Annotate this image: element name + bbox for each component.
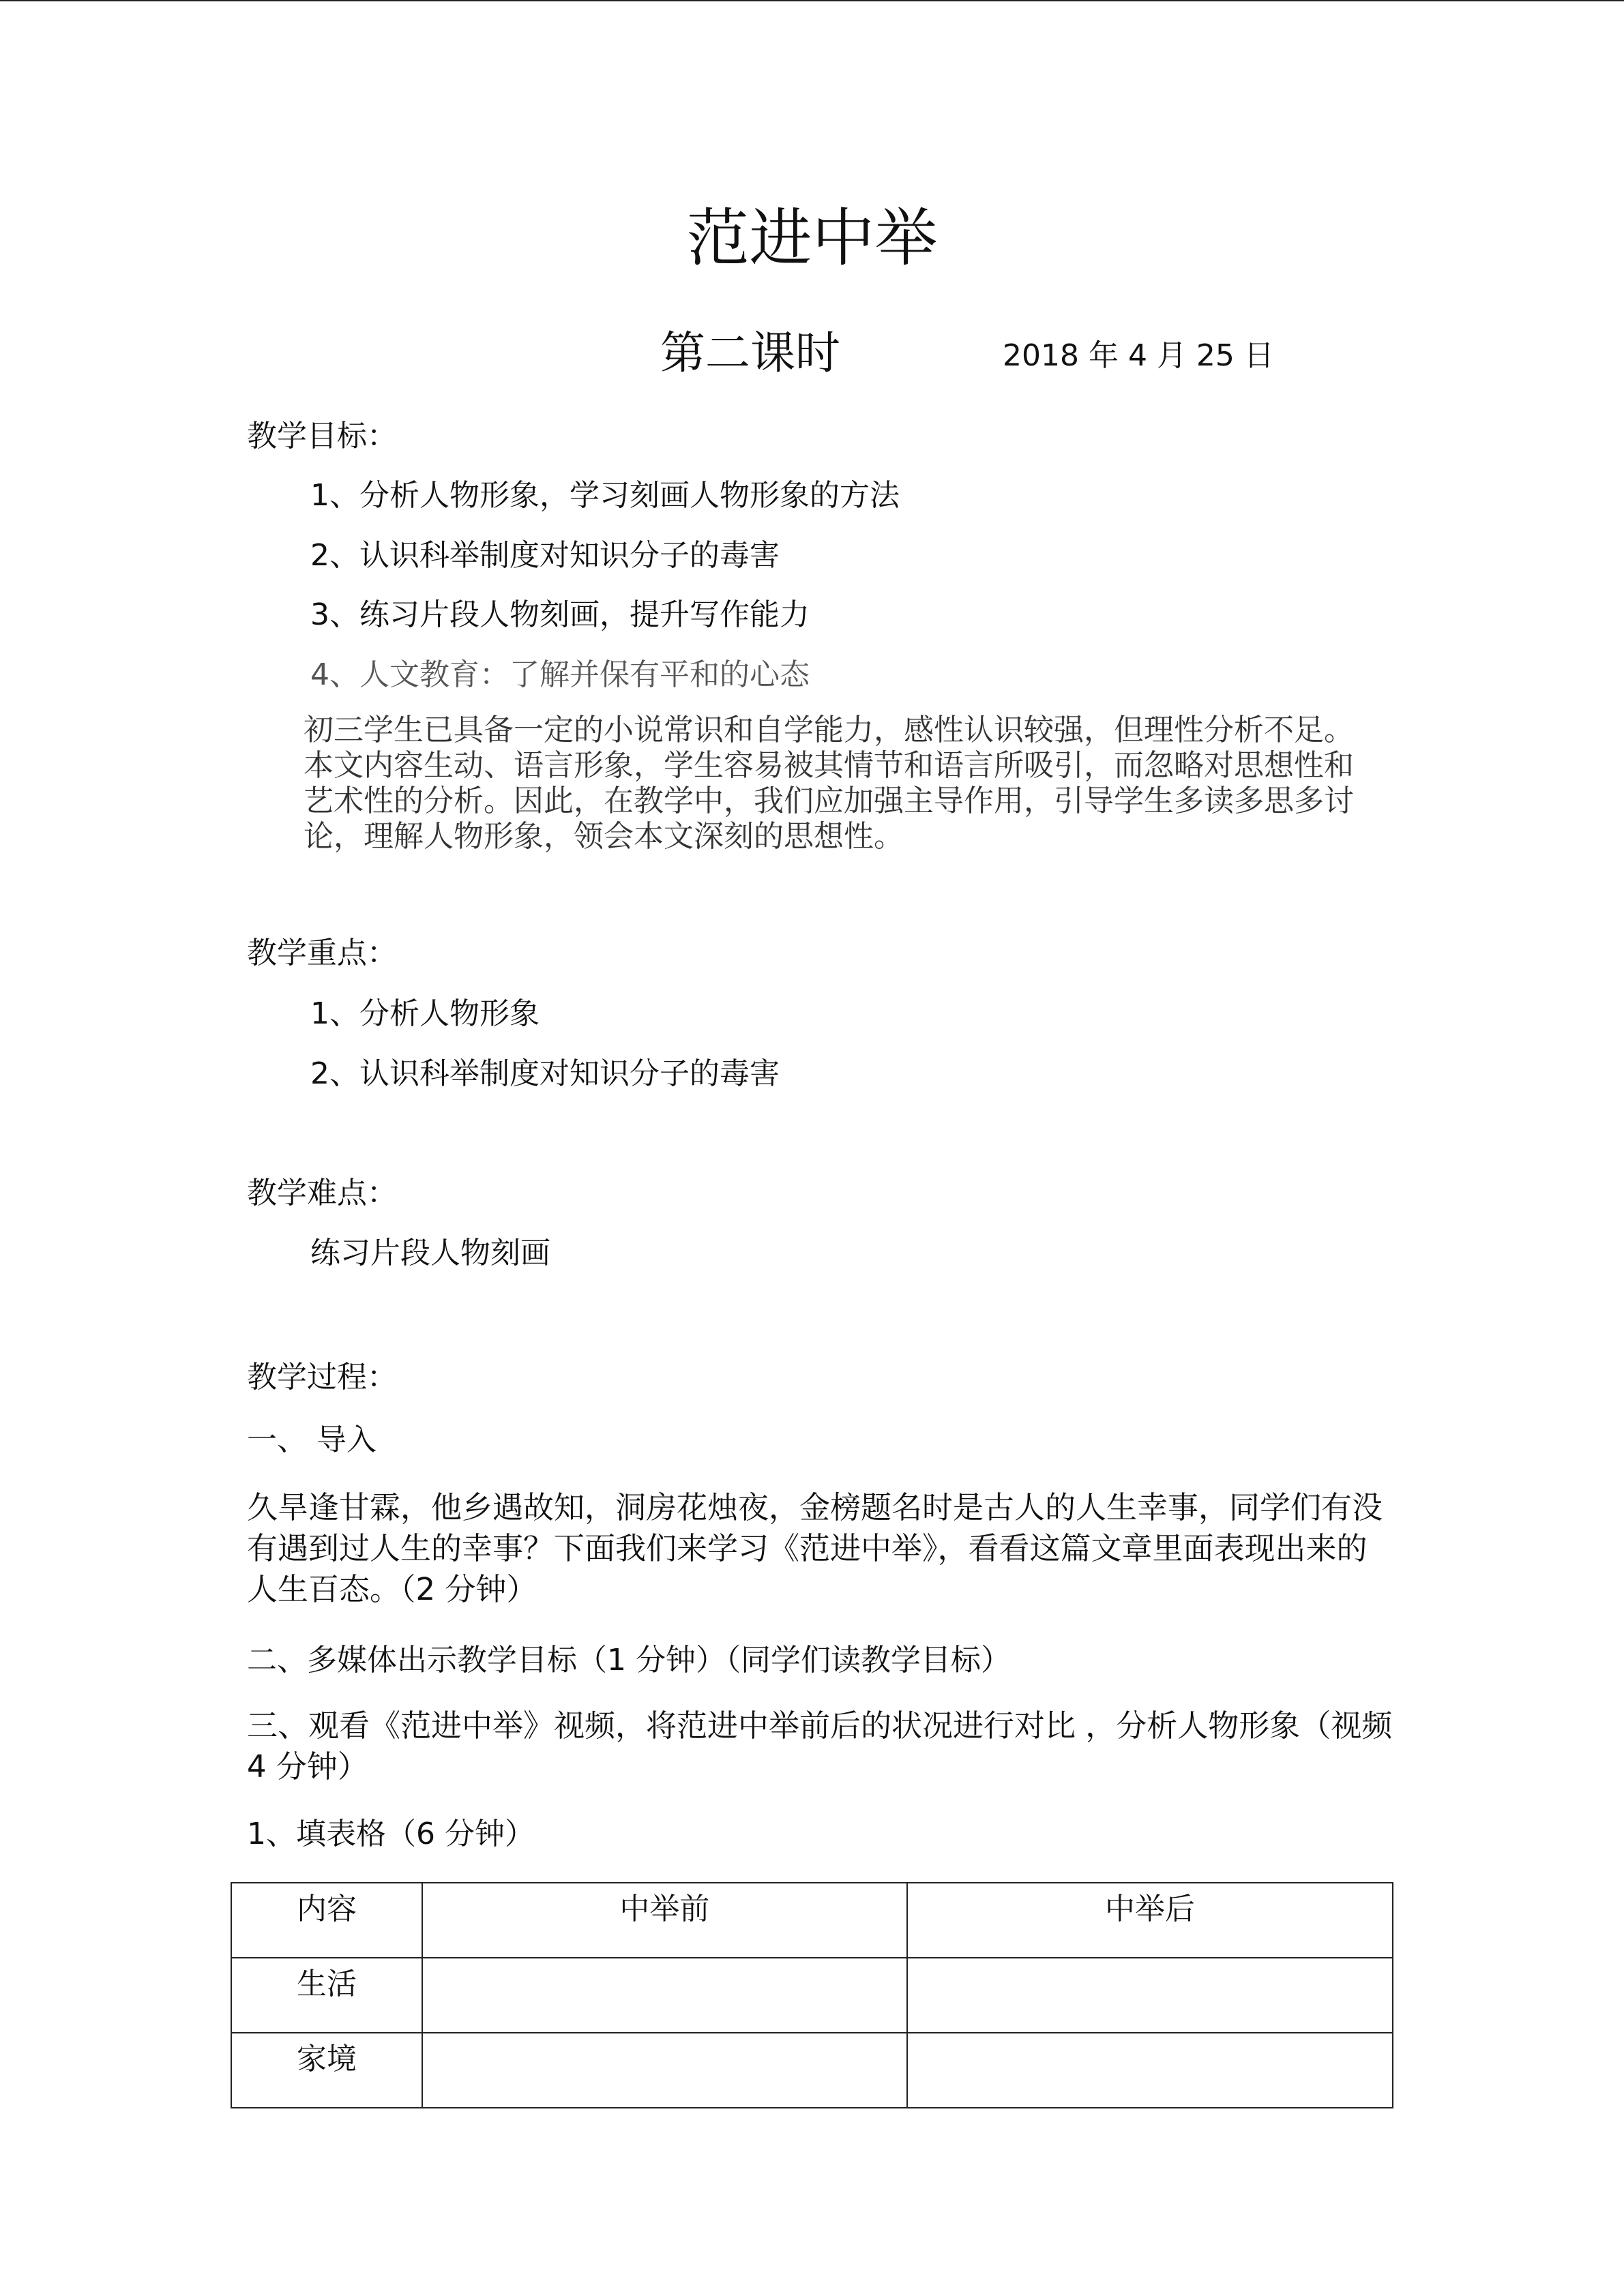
key-point-item: 2、认识科举制度对知识分子的毒害: [310, 1056, 780, 1091]
student-analysis-paragraph: 初三学生已具备一定的小说常识和自学能力，感性认识较强，但理性分析不足。本文内容生动、语言形象，学生容易被其情节和语言所吸引，而忽略对思想性和艺术性的分析。因此，在教学中，我们应加强主导作用，引导学生多读多思多讨论，理解人物形象，领会本文深刻的思想性。: [304, 713, 1354, 854]
table-row: [231, 2033, 1393, 2108]
objective-item: 4、人文教育：了解并保有平和的心态: [310, 657, 810, 692]
table-header-cell: 中举后: [907, 1883, 1393, 1958]
objective-item: 2、认识科举制度对知识分子的毒害: [310, 538, 780, 573]
table-row: [231, 1958, 1393, 2033]
table-row-label: 生活: [231, 1958, 422, 2033]
process-step-intro-title: 一、 导入: [247, 1422, 377, 1457]
process-step-intro-text: 久旱逢甘霖，他乡遇故知，洞房花烛夜，金榜题名时是古人的人生幸事，同学们有没有遇到过人生的幸事？下面我们来学习《范进中举》，看看这篇文章里面表现出来的人生百态。（2 分钟）: [247, 1489, 1383, 1607]
comparison-table: [231, 1882, 1393, 2108]
lesson-subtitle: 第二课时: [660, 327, 840, 379]
lesson-date: 2018 年 4 月 25 日: [1003, 338, 1274, 373]
process-step-video: 三、观看《范进中举》视频，将范进中举前后的状况进行对比 ，分析人物形象（视频 4 分钟）: [247, 1708, 1393, 1785]
objective-item: 1、分析人物形象，学习刻画人物形象的方法: [310, 478, 900, 513]
key-points-heading: 教学重点：: [247, 936, 397, 970]
difficulty-heading: 教学难点：: [247, 1176, 397, 1210]
objective-item: 3、练习片段人物刻画，提升写作能力: [310, 597, 810, 632]
key-point-item: 1、分析人物形象: [310, 996, 540, 1031]
table-cell: [907, 1958, 1393, 2033]
table-cell: [422, 2033, 907, 2108]
table-header-cell: 内容: [231, 1883, 422, 1958]
difficulty-item: 练习片段人物刻画: [310, 1236, 550, 1270]
table-row-label: 家境: [231, 2033, 422, 2108]
table-header-cell: 中举前: [422, 1883, 907, 1958]
process-substep-table: 1、填表格（6 分钟）: [247, 1817, 535, 1851]
table-cell: [907, 2033, 1393, 2108]
table-cell: [422, 1958, 907, 2033]
process-step-objectives: 二、多媒体出示教学目标（1 分钟）（同学们读教学目标）: [247, 1643, 1011, 1678]
page-top-border: [0, 0, 1624, 1]
document-title: 范进中举: [686, 202, 938, 275]
process-heading: 教学过程：: [247, 1360, 397, 1395]
table-header-row: [231, 1883, 1393, 1958]
objectives-heading: 教学目标：: [247, 419, 397, 453]
